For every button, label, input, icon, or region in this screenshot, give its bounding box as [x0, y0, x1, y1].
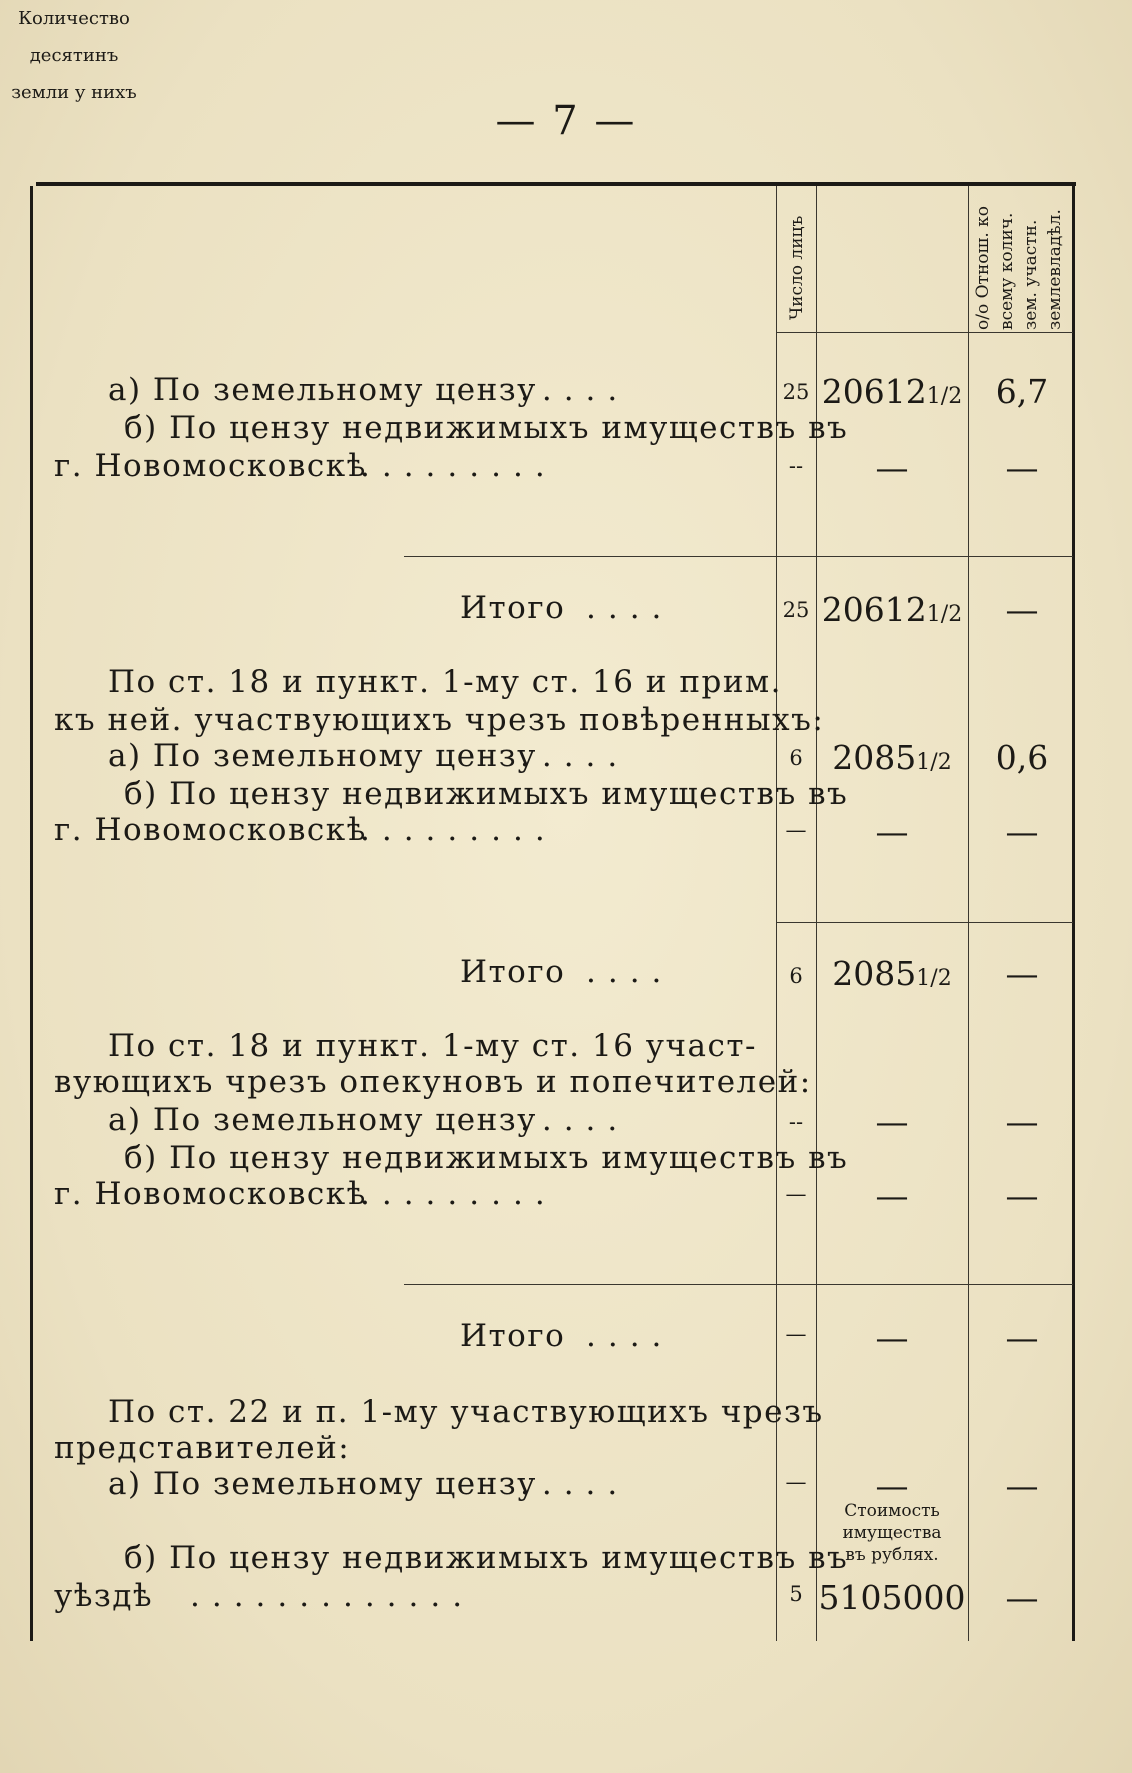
section2-b-percent: —	[1005, 812, 1039, 851]
section4-line-b2: уѣздѣ	[54, 1578, 154, 1614]
section1-total-label: Итого	[460, 590, 566, 626]
header-percent-line: зем. участн.	[1021, 219, 1041, 330]
leader-dots: .....	[520, 1466, 630, 1502]
land-value: 2085	[832, 954, 917, 993]
section4-a-percent: —	[1005, 1466, 1039, 1505]
section2-line-b: б) По цензу недвижимыхъ имуществъ въ	[124, 776, 849, 812]
page-number: — 7 —	[495, 98, 637, 144]
header-land	[0, 0, 148, 111]
section3-b-persons: —	[785, 1182, 807, 1206]
leader-dots: .....	[520, 1102, 630, 1138]
section2-a-percent: 0,6	[995, 738, 1049, 777]
leader-dots: .....	[520, 372, 630, 408]
header-persons: Число лицъ	[787, 215, 807, 320]
section1-a-land	[818, 372, 966, 411]
section1-total-land	[818, 590, 966, 629]
section2-total-land	[818, 954, 966, 993]
section2-total-persons: 6	[789, 964, 803, 988]
note-line: имущества	[842, 1523, 942, 1543]
land-value: 20612	[821, 590, 927, 629]
section1-line-b: б) По цензу недвижимыхъ имуществъ въ	[124, 410, 849, 446]
section4-b-persons: 5	[789, 1582, 803, 1606]
leader-dots: ....	[586, 1318, 674, 1354]
section3-line-b2: г. Новомосковскѣ	[54, 1176, 367, 1212]
leader-dots: ....	[586, 590, 674, 626]
section3-intro-2: вующихъ чрезъ опекуновъ и попечителей:	[54, 1064, 812, 1100]
note-line: Стоимость	[844, 1501, 940, 1521]
section4-intro-2: представителей:	[54, 1430, 351, 1466]
section1-total-rule	[404, 556, 1073, 557]
section3-total-rule	[404, 1284, 1073, 1285]
section2-intro-2: къ ней. участвующихъ чрезъ повѣренныхъ:	[54, 702, 825, 738]
leader-dots: .....	[520, 738, 630, 774]
table-left-rule	[30, 186, 33, 1641]
section3-total-percent: —	[1005, 1318, 1039, 1357]
section3-line-a: а) По земельному цензу	[108, 1102, 537, 1138]
section3-a-percent: —	[1005, 1102, 1039, 1141]
section1-total-persons: 25	[782, 598, 810, 622]
leader-dots: .........	[360, 812, 557, 848]
section1-a-percent: 6,7	[995, 372, 1049, 411]
section3-a-persons: --	[788, 1110, 804, 1134]
land-fraction: 1/2	[926, 384, 963, 409]
section1-b-persons: --	[788, 454, 804, 478]
section2-intro-1: По ст. 18 и пункт. 1-му ст. 16 и прим.	[108, 664, 782, 700]
section2-b-land: —	[875, 812, 909, 851]
leader-dots: .........	[360, 448, 557, 484]
section1-b-percent: —	[1005, 448, 1039, 487]
section3-total-persons: —	[785, 1322, 807, 1346]
table-right-rule	[1072, 186, 1075, 1641]
section3-b-land: —	[875, 1176, 909, 1215]
section4-b-value: 5105000	[818, 1578, 966, 1617]
header-land-line: земли у нихъ	[11, 82, 137, 103]
section3-total-label: Итого	[460, 1318, 566, 1354]
column-divider-percent	[968, 186, 969, 1641]
header-land-line: Количество	[18, 8, 130, 29]
leader-dots: ....	[586, 954, 674, 990]
section1-total-percent: —	[1005, 590, 1039, 629]
header-percent-line: всему колич.	[997, 212, 1017, 330]
land-fraction: 1/2	[916, 750, 952, 775]
section4-line-b: б) По цензу недвижимыхъ имуществъ въ	[124, 1540, 849, 1576]
table-top-rule	[36, 182, 1076, 186]
section2-total-percent: —	[1005, 954, 1039, 993]
section2-line-a: а) По земельному цензу	[108, 738, 537, 774]
leader-dots: .........	[360, 1176, 557, 1212]
section2-total-rule	[776, 922, 1073, 923]
section4-a-land: —	[875, 1466, 909, 1505]
section1-line-a: а) По земельному цензу	[108, 372, 537, 408]
header-bottom-rule	[776, 332, 1073, 333]
section4-b-percent: —	[1005, 1578, 1039, 1617]
header-percent-line: o/o Отнош. ко	[973, 206, 993, 330]
land-fraction: 1/2	[916, 966, 952, 991]
section3-b-percent: —	[1005, 1176, 1039, 1215]
section3-a-land: —	[875, 1102, 909, 1141]
section1-b-land: —	[875, 448, 909, 487]
header-land-line: десятинъ	[29, 45, 119, 66]
section4-a-persons: —	[785, 1470, 807, 1494]
section2-total-label: Итого	[460, 954, 566, 990]
leader-dots: .............	[190, 1578, 475, 1614]
note-line: въ рублях.	[845, 1545, 939, 1565]
section3-total-land: —	[875, 1318, 909, 1357]
section4-line-a: а) По земельному цензу	[108, 1466, 537, 1502]
section2-b-persons: —	[785, 818, 807, 842]
section3-intro-1: По ст. 18 и пункт. 1-му ст. 16 участ-	[108, 1028, 758, 1064]
section3-line-b: б) По цензу недвижимыхъ имуществъ въ	[124, 1140, 849, 1176]
land-fraction: 1/2	[926, 602, 963, 627]
section1-line-b2: г. Новомосковскѣ	[54, 448, 367, 484]
section2-line-b2: г. Новомосковскѣ	[54, 812, 367, 848]
section1-a-persons: 25	[782, 380, 810, 404]
header-percent-line: землевладѣл.	[1045, 209, 1065, 330]
land-value: 20612	[821, 372, 927, 411]
land-value: 2085	[832, 738, 917, 777]
section2-a-land	[818, 738, 966, 777]
section4-intro-1: По ст. 22 и п. 1-му участвующихъ чрезъ	[108, 1394, 824, 1430]
section2-a-persons: 6	[789, 746, 803, 770]
